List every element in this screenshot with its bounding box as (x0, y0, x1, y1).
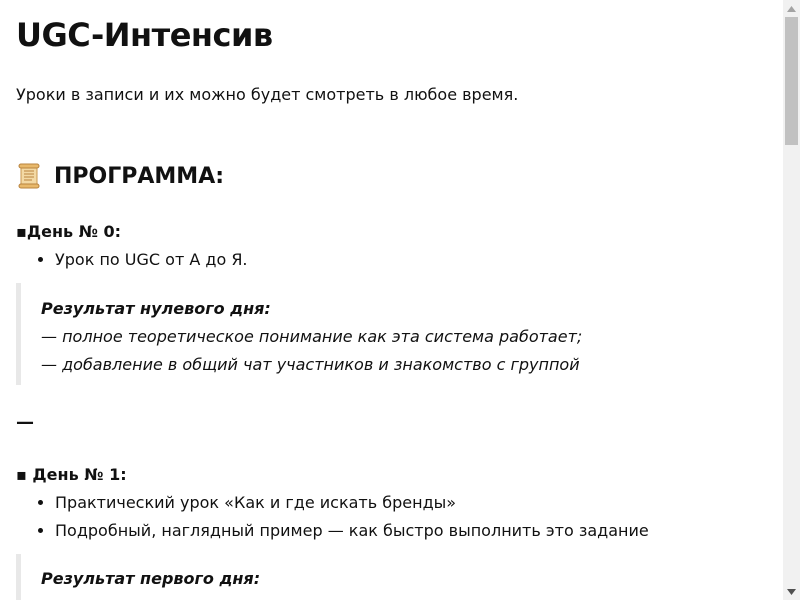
list-item: • Урок по UGC от А до Я. (55, 246, 248, 274)
scroll-up-arrow-icon[interactable] (783, 0, 800, 17)
day-0-result-line: — добавление в общий чат участников и знакомство с группой (41, 355, 580, 374)
list-item: • Подробный, наглядный пример — как быстро выполнить это задание (55, 517, 649, 545)
day-0-result-title: Результат нулевого дня: (41, 299, 271, 318)
vertical-scrollbar[interactable] (783, 0, 800, 600)
day-0-result-line: — полное теоретическое понимание как эта система работает; (41, 327, 583, 346)
intro-text: Уроки в записи и их можно будет смотреть в любое время. (16, 85, 519, 104)
day-1-items (16, 489, 649, 545)
day-1-result-title: Результат первого дня: (41, 569, 261, 588)
day-1-title: ▪ День № 1: (16, 465, 127, 484)
list-item: • Практический урок «Как и где искать бренды» (55, 489, 649, 517)
day-0-items (16, 246, 248, 274)
program-heading-label: ПРОГРАММА: (54, 163, 225, 189)
scrollbar-thumb[interactable] (785, 17, 798, 145)
day-0-title: ▪День № 0: (16, 222, 122, 241)
program-heading (16, 162, 224, 190)
day-1-result-quote (16, 554, 260, 600)
page-title: UGC-Интенсив (16, 16, 273, 54)
scroll-icon (16, 162, 42, 190)
scroll-down-arrow-icon[interactable] (783, 583, 800, 600)
section-separator: — (16, 412, 34, 433)
day-0-result-quote (16, 283, 582, 385)
